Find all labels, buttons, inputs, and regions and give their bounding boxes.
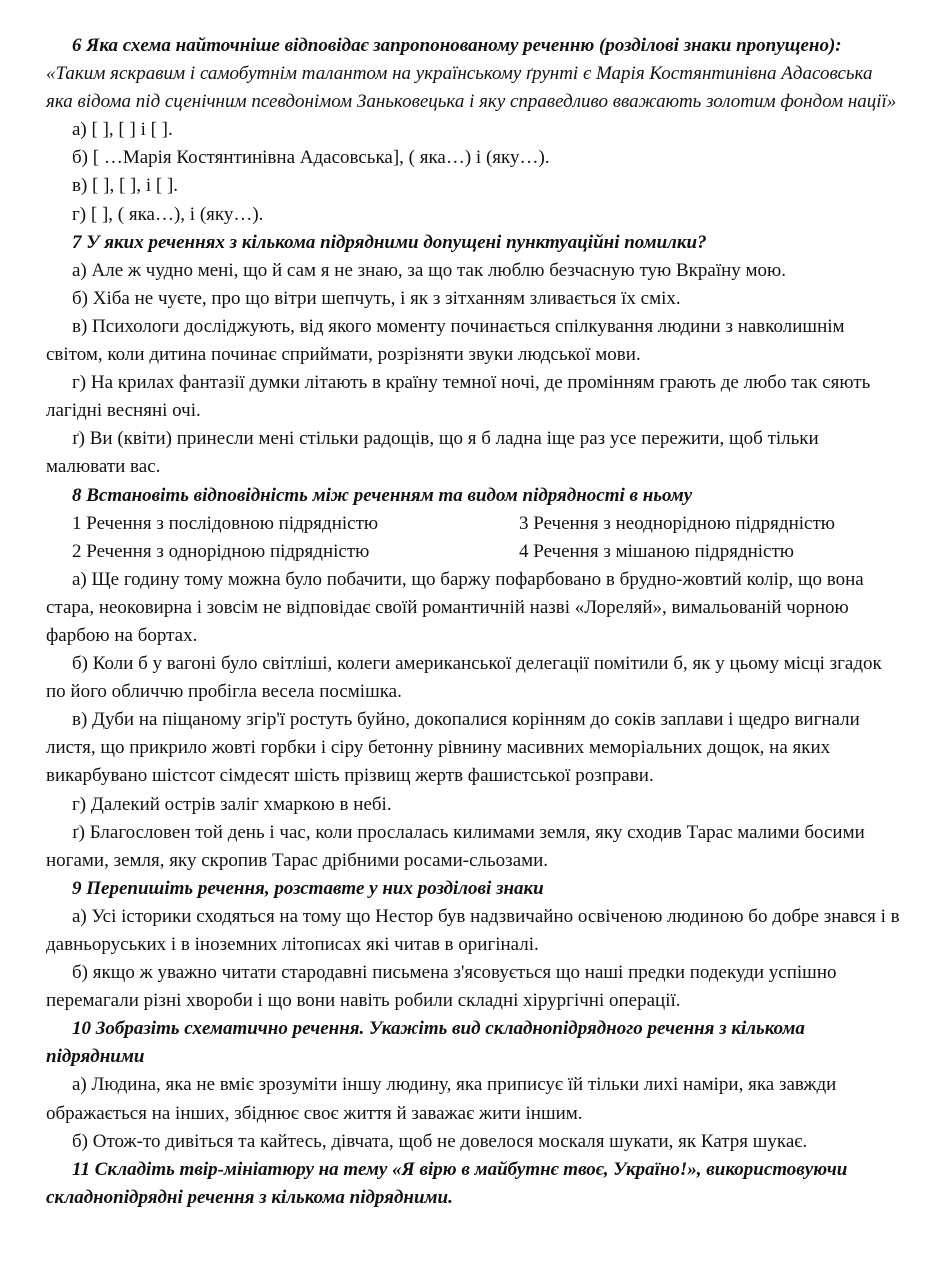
question-10-option-a: а) Людина, яка не вміє зрозуміти іншу людину, яка приписує їй тільки лихі наміри, яка завжди ображається на інших, збіднює своє життя й заважає жити іншим. (46, 1074, 837, 1124)
question-7-option-g: ґ) Ви (квіти) принесли мені стільки радощів, що я б ладна іще раз усе пережити, щоб тільки малювати вас. (46, 428, 819, 478)
question-6-option-b: б) [ …Марія Костянтинівна Адасовська], ( яка…) і (яку…). (72, 147, 550, 169)
question-6-option-a: а) [ ], [ ] і [ ]. (72, 119, 173, 141)
question-9-option-a: а) Усі історики сходяться на тому що Нестор був надзвичайно освіченою людиною бо добре знався і в давньоруських і в іноземних літописах які читав в оригіналі. (46, 905, 900, 955)
question-8-option-v: в) Дуби на піщаному згір'ї ростуть буйно, докопалися корінням до соків заплави і щедро вигнали листя, що прикрило жовті горбки і сіру бетонну рівнину масивних меморіальних дощок, на яких викарбувано шістсот сімдесят шість прізвищ жертв фашистської розправи. (46, 709, 860, 787)
type-3-nonuniform: 3 Речення з неоднорідною підрядністю (519, 512, 835, 534)
question-8-option-a: а) Ще годину тому можна було побачити, що баржу пофарбовано в брудно-жовтий колір, що вона стара, неоковирна і зовсім не відповідає своїй романтичній назві «Лореляй», вимальованій чорною фарбою на бортах. (46, 568, 864, 646)
question-7-option-a: а) Але ж чудно мені, що й сам я не знаю, за що так люблю безчасную тую Вкраїну мою. (72, 259, 786, 281)
question-7-title: 7 У яких реченнях з кількома підрядними допущені пунктуаційні помилки? (72, 231, 707, 253)
question-8-option-g: ґ) Благословен той день і час, коли прослалась килимами земля, яку сходив Тарас малими босими ногами, земля, яку скропив Тарас дрібними росами-сльозами. (46, 821, 865, 871)
question-6-option-v: в) [ ], [ ], і [ ]. (72, 175, 179, 197)
question-6-quote: «Таким яскравим і самобутнім талантом на українському ґрунті є Марія Костянтинівна Адасовська яка відома під сценічним псевдонімом Заньковецька і яку справедливо вважають золотим фондом нації» (46, 63, 897, 113)
question-8-types (46, 510, 900, 566)
question-6-option-h: г) [ ], ( яка…), і (яку…). (72, 203, 264, 225)
type-1-sequential: 1 Речення з послідовною підрядністю (72, 512, 379, 534)
type-2-uniform: 2 Речення з однорідною підрядністю (72, 540, 370, 562)
question-8-option-h: г) Далекий острів заліг хмаркою в небі. (72, 793, 392, 815)
question-9-title: 9 Перепишіть речення, розставте у них розділові знаки (72, 877, 544, 899)
type-4-mixed: 4 Речення з мішаною підрядністю (519, 540, 794, 562)
question-10-option-b: б) Отож-то дивіться та кайтесь, дівчата, щоб не довелося москаля шукати, як Катря шукає. (72, 1130, 808, 1152)
question-6-title: 6 Яка схема найточніше відповідає запропонованому реченню (розділові знаки пропущено): (72, 35, 842, 56)
question-7-option-v: в) Психологи досліджують, від якого моменту починається спілкування людини з навколишнім світом, коли дитина починає сприймати, розрізняти звуки людської мови. (46, 315, 845, 366)
question-6 (46, 32, 900, 116)
question-8-option-b: б) Коли б у вагоні було світліші, колеги американської делегації помітили б, як у цьому місці згадок по його обличчю пробігла весела посмішка. (46, 653, 882, 703)
question-10-title: 10 Зобразіть схематично речення. Укажіть вид складнопідрядного речення з кількома підрядними (46, 1018, 805, 1068)
question-7-option-h: г) На крилах фантазії думки літають в країну темної ночі, де промінням грають де любо так сяють лагідні весняні очі. (46, 372, 871, 422)
question-7-option-b: б) Хіба не чуєте, про що вітри шепчуть, і як з зітханням зливається їх сміх. (72, 287, 681, 309)
question-9-option-b: б) якщо ж уважно читати стародавні письмена з'ясовується що наші предки подекуди успішно перемагали різні хвороби і що вони навіть робили складні хірургічні операції. (46, 962, 837, 1012)
question-11-title: 11 Складіть твір-мініатюру на тему «Я вірю в майбутнє твоє, Україно!», використовуючи складнопідрядні речення з кількома підрядними. (46, 1158, 848, 1208)
question-8-title: 8 Встановіть відповідність між реченням та видом підрядності в ньому (72, 484, 693, 506)
